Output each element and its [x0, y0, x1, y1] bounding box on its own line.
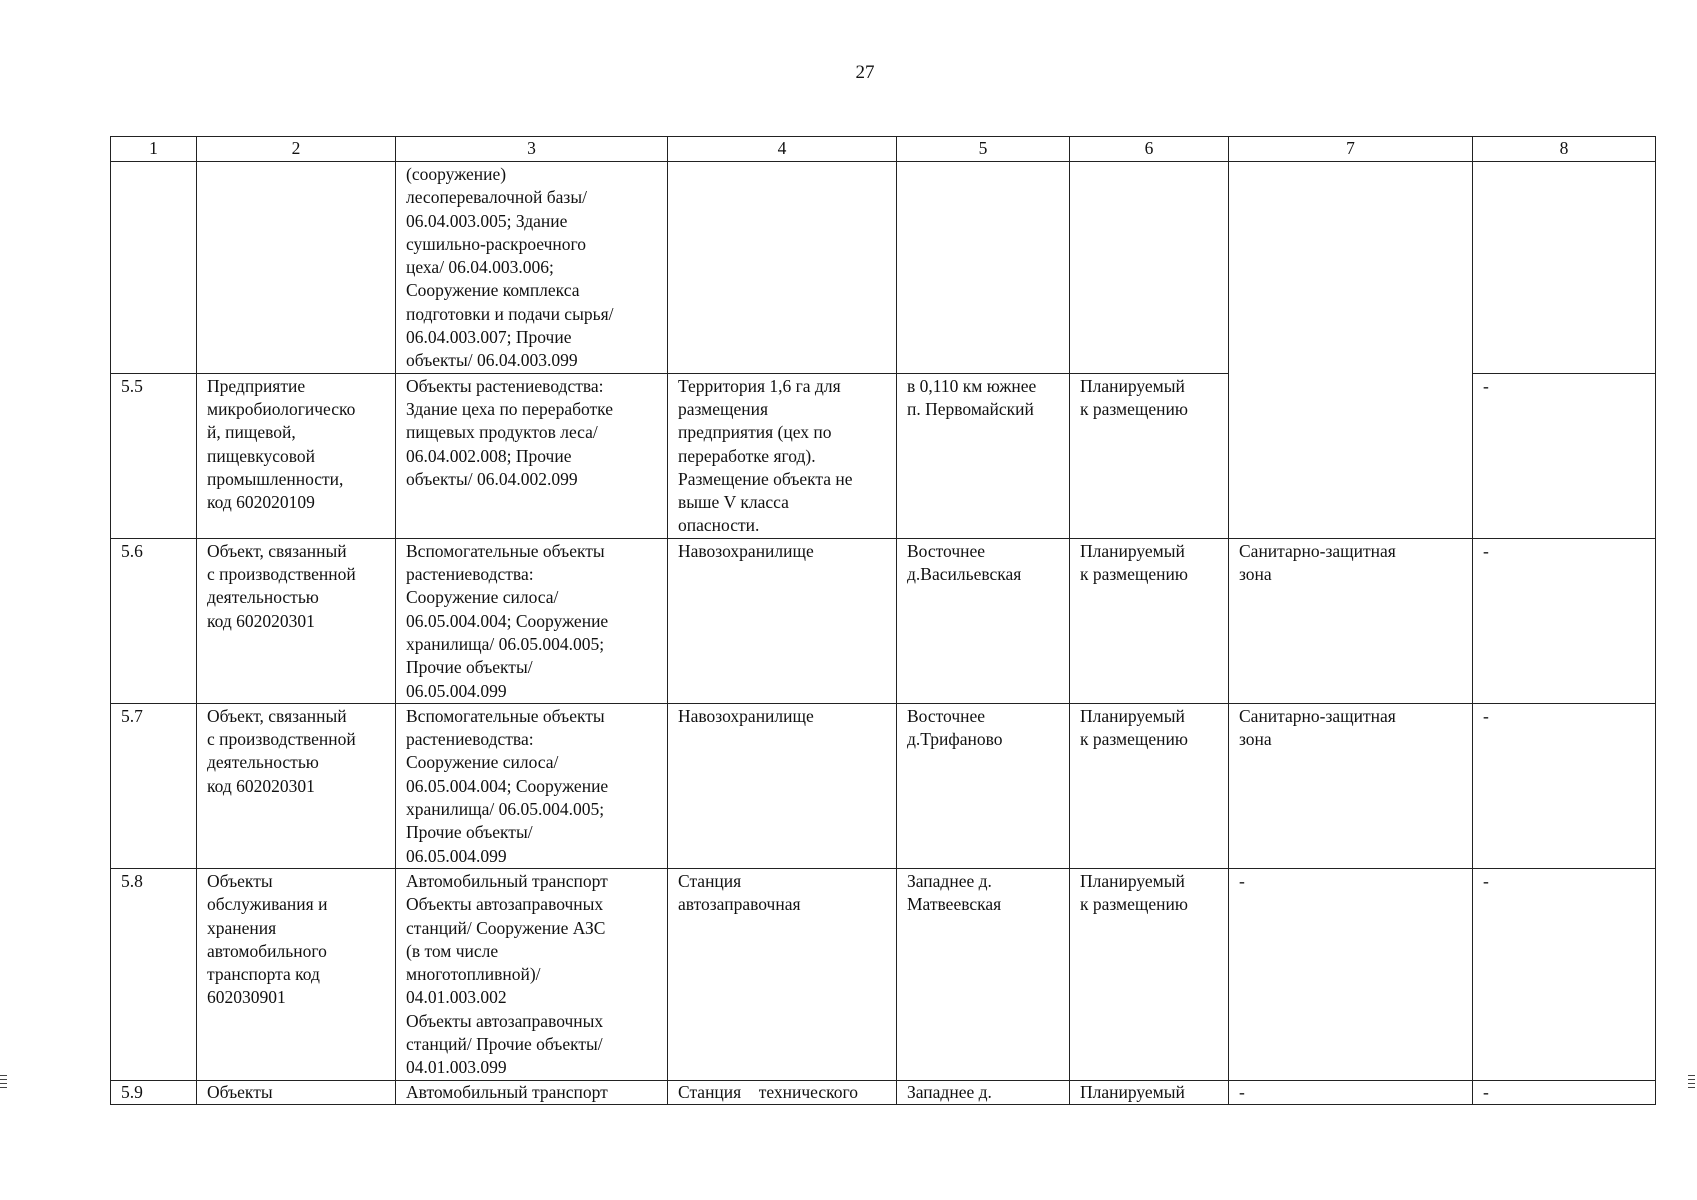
cell-zone: Санитарно-защитная зона: [1229, 703, 1473, 868]
cell-status: Планируемый к размещению: [1070, 868, 1229, 1080]
cell-col8: -: [1473, 538, 1656, 703]
page-number: 27: [855, 62, 875, 83]
cell-name: Объект, связанный с производственной деятельностью код 602020301: [197, 538, 396, 703]
table-row: [111, 703, 1656, 868]
header-cell-5: 5: [897, 137, 1070, 162]
cell-num: 5.7: [111, 703, 197, 868]
header-cell-7: 7: [1229, 137, 1473, 162]
cell-characteristics: Станция технического: [668, 1080, 897, 1104]
cell-col8: -: [1473, 703, 1656, 868]
table-row: [111, 1080, 1656, 1104]
table-row-continuation: [111, 162, 1656, 374]
cell-num: 5.8: [111, 868, 197, 1080]
cell-num: 5.6: [111, 538, 197, 703]
cell-status: Планируемый: [1070, 1080, 1229, 1104]
table-row: [111, 538, 1656, 703]
cell-col8: -: [1473, 868, 1656, 1080]
scan-edge-marks-right: [1688, 1075, 1697, 1091]
header-cell-3: 3: [396, 137, 668, 162]
cell-characteristics: Навозохранилище: [668, 703, 897, 868]
cell-name: Объекты обслуживания и хранения автомобильного транспорта код 602030901: [197, 868, 396, 1080]
cell-location: в 0,110 км южнее п. Первомайский: [897, 373, 1070, 538]
table-row: [111, 373, 1656, 538]
cell-num: 5.9: [111, 1080, 197, 1104]
cell-characteristics: Станция автозаправочная: [668, 868, 897, 1080]
cell-objects: (сооружение) лесоперевалочной базы/ 06.04.003.005; Здание сушильно-раскроечного цеха/ 06.04.003.006; Сооружение комплекса подготовки и подачи сырья/ 06.04.003.007; Прочие объекты/ 06.04.003.099: [396, 162, 668, 374]
cell-name: [197, 162, 396, 374]
header-cell-4: 4: [668, 137, 897, 162]
header-cell-6: 6: [1070, 137, 1229, 162]
cell-location: Западнее д.: [897, 1080, 1070, 1104]
cell-objects: Вспомогательные объекты растениеводства: Сооружение силоса/ 06.05.004.004; Сооружение хранилища/ 06.05.004.005; Прочие объекты/ 06.05.004.099: [396, 538, 668, 703]
cell-characteristics: [668, 162, 897, 374]
cell-location: Западнее д. Матвеевская: [897, 868, 1070, 1080]
cell-zone: [1229, 162, 1473, 374]
cell-status: Планируемый к размещению: [1070, 538, 1229, 703]
header-cell-8: 8: [1473, 137, 1656, 162]
cell-zone: [1229, 373, 1473, 538]
cell-characteristics: Территория 1,6 га для размещения предприятия (цех по переработке ягод). Размещение объекта не выше V класса опасности.: [668, 373, 897, 538]
cell-name: Объект, связанный с производственной деятельностью код 602020301: [197, 703, 396, 868]
cell-location: Восточнее д.Васильевская: [897, 538, 1070, 703]
header-cell-1: 1: [111, 137, 197, 162]
cell-col8: -: [1473, 373, 1656, 538]
cell-status: Планируемый к размещению: [1070, 703, 1229, 868]
cell-location: [897, 162, 1070, 374]
cell-status: Планируемый к размещению: [1070, 373, 1229, 538]
table-row: [111, 868, 1656, 1080]
cell-name: Объекты: [197, 1080, 396, 1104]
cell-objects: Объекты растениеводства: Здание цеха по переработке пищевых продуктов леса/ 06.04.002.008; Прочие объекты/ 06.04.002.099: [396, 373, 668, 538]
planned-objects-table: [110, 136, 1656, 1105]
cell-zone: -: [1229, 1080, 1473, 1104]
cell-col8: -: [1473, 1080, 1656, 1104]
cell-characteristics: Навозохранилище: [668, 538, 897, 703]
cell-name: Предприятие микробиологическо й, пищевой, пищевкусовой промышленности, код 602020109: [197, 373, 396, 538]
header-cell-2: 2: [197, 137, 396, 162]
cell-objects: Автомобильный транспорт Объекты автозаправочных станций/ Сооружение АЗС (в том числе многотопливной)/ 04.01.003.002 Объекты автозаправочных станций/ Прочие объекты/ 04.01.003.099: [396, 868, 668, 1080]
scan-edge-marks: [0, 1075, 12, 1091]
cell-status: [1070, 162, 1229, 374]
cell-location: Восточнее д.Трифаново: [897, 703, 1070, 868]
cell-objects: Вспомогательные объекты растениеводства: Сооружение силоса/ 06.05.004.004; Сооружение хранилища/ 06.05.004.005; Прочие объекты/ 06.05.004.099: [396, 703, 668, 868]
cell-zone: Санитарно-защитная зона: [1229, 538, 1473, 703]
cell-objects: Автомобильный транспорт: [396, 1080, 668, 1104]
cell-zone: -: [1229, 868, 1473, 1080]
cell-col8: [1473, 162, 1656, 374]
cell-num: [111, 162, 197, 374]
header-row: [111, 137, 1656, 162]
cell-num: 5.5: [111, 373, 197, 538]
